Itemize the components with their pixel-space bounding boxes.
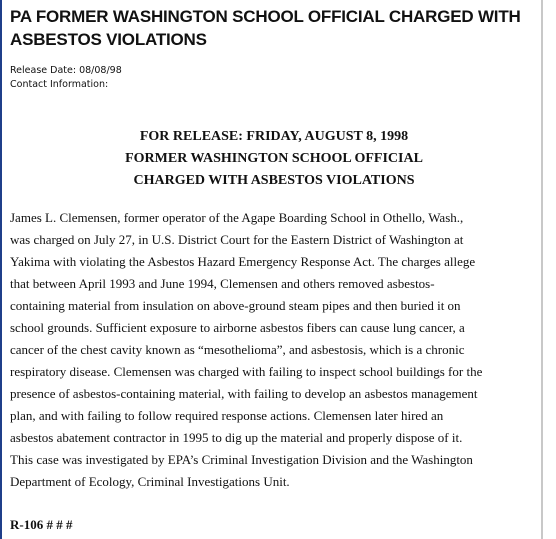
- release-heading-line-3: CHARGED WITH ASBESTOS VIOLATIONS: [133, 173, 415, 188]
- release-heading-line-2: FORMER WASHINGTON SCHOOL OFFICIAL: [125, 151, 423, 166]
- press-release-body: [10, 207, 538, 493]
- left-border-rule: [0, 0, 2, 539]
- page-title: [10, 5, 530, 51]
- body-line: containing material from insulation on above-ground steam pipes and then buried it on: [10, 298, 461, 313]
- body-line: cancer of the chest cavity known as “mesothelioma”, and asbestosis, which is a chronic: [10, 342, 465, 357]
- release-date: Release Date: 08/08/98: [10, 65, 122, 76]
- page-title-line-2: ASBESTOS VIOLATIONS: [10, 30, 207, 49]
- body-line: This case was investigated by EPA’s Criminal Investigation Division and the Washington: [10, 452, 473, 467]
- body-line: presence of asbestos-containing material, with failing to develop an asbestos management: [10, 386, 478, 401]
- release-meta: [10, 64, 122, 92]
- body-line: was charged on July 27, in U.S. District Court for the Eastern District of Washington at: [10, 232, 464, 247]
- right-border-rule: [541, 0, 543, 539]
- body-line: James L. Clemensen, former operator of the Agape Boarding School in Othello, Wash.,: [10, 210, 464, 225]
- body-line: respiratory disease. Clemensen was charged with failing to inspect school buildings for the: [10, 364, 483, 379]
- contact-information: Contact Information:: [10, 79, 109, 90]
- body-line: plan, and with failing to follow required response actions. Clemensen later hired an: [10, 408, 444, 423]
- body-line: Department of Ecology, Criminal Investigations Unit.: [10, 474, 290, 489]
- release-code: R-106 # # #: [10, 517, 73, 532]
- page-title-line-1: PA FORMER WASHINGTON SCHOOL OFFICIAL CHARGED WITH: [10, 7, 521, 26]
- body-line: asbestos abatement contractor in 1995 to dig up the material and properly dispose of it.: [10, 430, 463, 445]
- release-heading: [10, 126, 538, 192]
- body-line: Yakima with violating the Asbestos Hazard Emergency Response Act. The charges allege: [10, 254, 476, 269]
- release-heading-line-1: FOR RELEASE: FRIDAY, AUGUST 8, 1998: [139, 129, 409, 144]
- body-line: that between April 1993 and June 1994, Clemensen and others removed asbestos-: [10, 276, 435, 291]
- body-line: school grounds. Sufficient exposure to airborne asbestos fibers can cause lung cancer, a: [10, 320, 465, 335]
